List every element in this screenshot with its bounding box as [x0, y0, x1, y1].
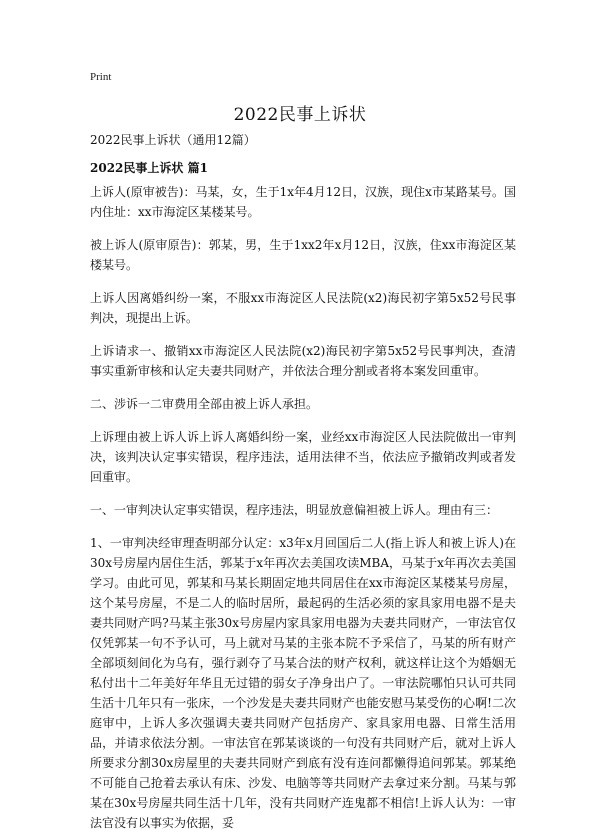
document-subtitle: 2022民事上诉状（通用12篇）	[90, 133, 256, 147]
paragraph: 上诉人(原审被告)：马某，女，生于1x年4月12日，汉族，现住x市某路某号。国内住址：xx市海淀区某楼某号。	[90, 185, 516, 219]
section-heading: 2022民事上诉状 篇1	[90, 161, 208, 175]
paragraph: 上诉理由被上诉人诉上诉人离婚纠纷一案，业经xx市海淀区人民法院做出一审判决，该判决认定事实错误，程序违法，适用法律不当，依法应予撤销改判或者发回重审。	[90, 430, 516, 484]
paragraph: 上诉人因离婚纠纷一案，不服xx市海淀区人民法院(x2)海民初字第5x52号民事判决，现提出上诉。	[90, 291, 516, 325]
print-label[interactable]: Print	[90, 71, 112, 83]
paragraph: 上诉请求一、撤销xx市海淀区人民法院(x2)海民初字第5x52号民事判决，查清事实重新审核和认定夫妻共同财产，并依法合理分割或者将本案发回重审。	[90, 344, 516, 378]
document-title: 2022民事上诉状	[233, 105, 367, 125]
paragraph: 被上诉人(原审原告)：郭某，男，生于1xx2年x月12日，汉族，住xx市海淀区某楼某号。	[90, 238, 516, 272]
paragraph: 二、涉诉一二审费用全部由被上诉人承担。	[90, 397, 319, 411]
paragraph: 一、一审判决认定事实错误，程序违法，明显放意偏袒被上诉人。理由有三：	[90, 503, 499, 517]
document-body	[90, 182, 516, 833]
paragraph: 1、一审判决经审理查明部分认定：x3年x月回国后二人(指上诉人和被上诉人)在30x号房屋内居住生活，郭某于x年再次去美国攻读MBA，马某于x年再次去美国学习。由此可见，郭某和马某长期固定地共同居住在xx市海淀区某楼某号房屋，这个某号房屋，不是二人的临时居所，最起码的生活必须的家具家用电器不是夫妻共同财产吗?马某主张30x号房屋内家具家用电器为夫妻共同财产，一审法官仅仅凭郭某一句不予认可，马上就对马某的主张本院不予采信了，马某的所有财产全部顷刻间化为乌有，强行剥夺了马某合法的财产权利，就这样让这个为婚姻无私付出十二年美好年华且无过错的弱女子净身出户了。一审法院哪怕只认可共同生活十几年只有一张床，一个沙发是夫妻共同财产也能安慰马某受伤的心啊!二次庭审中，上诉人多次强调夫妻共同财产包括房产、家具家用电器、日常生活用品，并请求依法分割。一审法官在郭某谈谈的一句没有共同财产后，就对上诉人所要求分割30x房屋里的夫妻共同财产到底有没有连问都懒得追问郭某。郭某绝不可能自己抢着去承认有床、沙发、电脑等等共同财产去拿过来分割。马某与郭某在30x号房屋共同生活十几年，没有共同财产连鬼都不相信!上诉人认为：一审法官没有以事实为依据，妥	[90, 536, 516, 830]
